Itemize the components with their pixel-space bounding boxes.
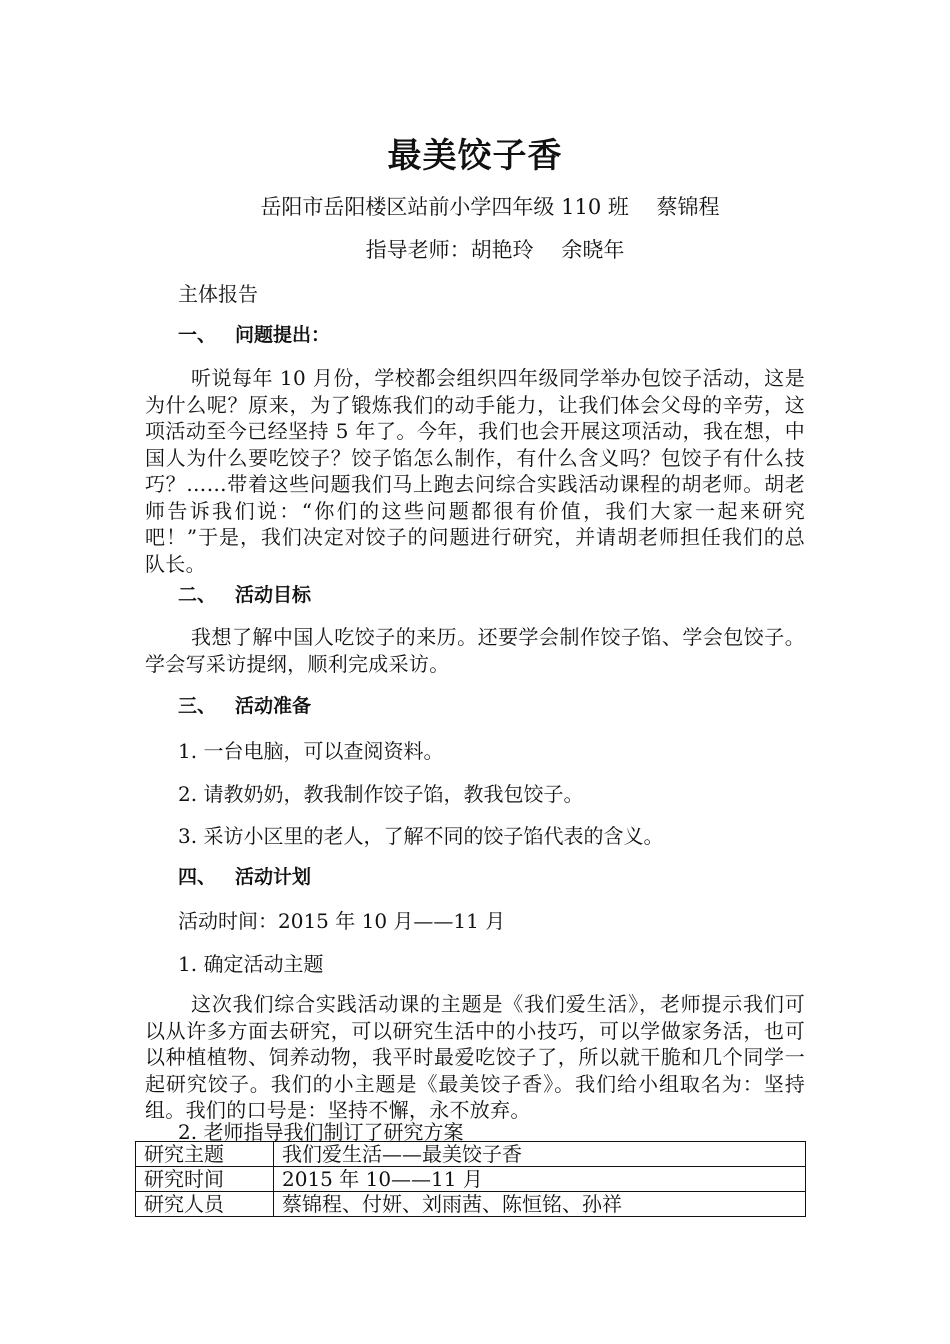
table-key: 研究主题 (136, 1142, 274, 1167)
step-heading-1: 1. 确定活动主题 (178, 952, 324, 976)
step-paragraph-1: 这次我们综合实践活动课的主题是《我们爱生活》，老师提示我们可以从许多方面去研究，可以研究生活中的小技巧，可以学做家务活，也可以种植植物、饲养动物，我平时最爱吃饺子了，所以就干脆和几个同学一起研究饺子。我们的小主题是《最美饺子香》。我们给小组取名为：坚持组。我们的口号是：坚持不懈，永不放弃。 (145, 992, 805, 1122)
table-value: 蔡锦程、付妍、刘雨茜、陈恒铭、孙祥 (274, 1192, 806, 1217)
table-key: 研究人员 (136, 1192, 274, 1217)
document-title: 最美饺子香 (387, 136, 563, 176)
table-row (136, 1167, 806, 1192)
table-key: 研究时间 (136, 1167, 274, 1192)
section-paragraph-1: 听说每年 10 月份，学校都会组织四年级同学举办包饺子活动，这是为什么呢？原来，为了锻炼我们的动手能力，让我们体会父母的辛劳，这项活动至今已经坚持 5 年了。今年，我们也会开展这项活动，我在想，中国人为什么要吃饺子？饺子馅怎么制作，有什么含义吗？包饺子有什么技巧？……带着这些问题我们马上跑去问综合实践活动课程的胡老师。胡老师告诉我们说：“你们的这些问题都很有价值，我们大家一起来研究吧！”于是，我们决定对饺子的问题进行研究，并请胡老师担任我们的总队长。 (145, 366, 805, 576)
section-title: 活动目标 (235, 584, 312, 606)
section-number: 三、 (178, 695, 217, 717)
list-item: 1. 一台电脑，可以查阅资料。 (178, 739, 444, 763)
section-heading-3 (178, 691, 311, 718)
teacher-line: 指导老师：胡艳玲 余晓年 (365, 238, 625, 262)
section-title: 问题提出： (235, 324, 331, 346)
section-paragraph-2: 我想了解中国人吃饺子的来历。还要学会制作饺子馅、学会包饺子。学会写采访提纲，顺利完成采访。 (145, 625, 805, 676)
section-number: 一、 (178, 324, 217, 346)
section-heading-2 (178, 580, 311, 607)
step-heading-2: 2. 老师指导我们制订了研究方案 (178, 1120, 464, 1144)
author-line: 岳阳市岳阳楼区站前小学四年级 110 班 蔡锦程 (260, 195, 720, 219)
section-heading-4 (178, 862, 311, 889)
section-title: 活动计划 (235, 866, 312, 888)
research-plan-table (135, 1141, 806, 1217)
list-item: 3. 采访小区里的老人，了解不同的饺子馅代表的含义。 (178, 824, 664, 848)
table-row (136, 1142, 806, 1167)
section-number: 四、 (178, 866, 217, 888)
list-item: 2. 请教奶奶，教我制作饺子馅，教我包饺子。 (178, 782, 584, 806)
section-number: 二、 (178, 584, 217, 606)
table-value: 我们爱生活——最美饺子香 (274, 1142, 806, 1167)
section-title: 活动准备 (235, 695, 312, 717)
table-row (136, 1192, 806, 1217)
report-label: 主体报告 (178, 282, 258, 306)
table-value: 2015 年 10——11 月 (274, 1167, 806, 1192)
activity-time: 活动时间：2015 年 10 月——11 月 (178, 909, 506, 933)
section-heading-1 (178, 320, 330, 347)
